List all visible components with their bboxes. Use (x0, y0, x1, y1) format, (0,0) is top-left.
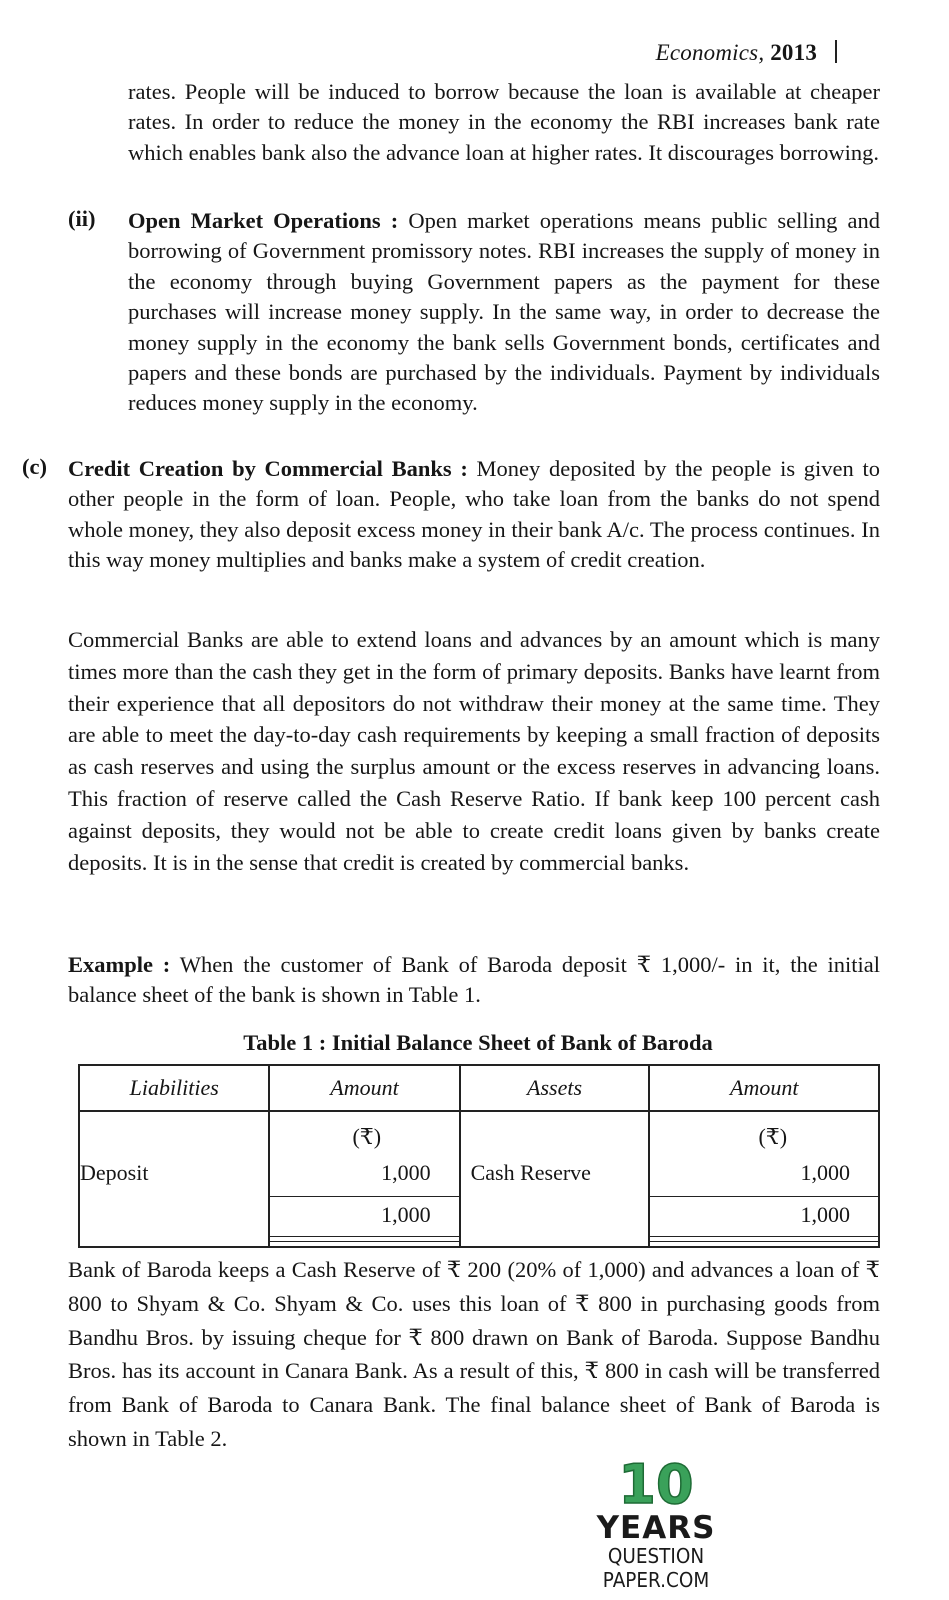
watermark-logo (556, 1453, 756, 1592)
double-underline (650, 1236, 878, 1242)
header-amount-assets: Amount (649, 1065, 879, 1111)
header-amount-liabilities: Amount (269, 1065, 459, 1111)
credit-creation-text: Money deposited by the people is given to other people in the form of loan. People, who take loan from the banks do not spend whole money, they also deposit excess money in their bank A/c. The process continues. In this way money multiplies and banks make a system of credit creation. (68, 456, 881, 573)
header-year: 2013 (770, 40, 818, 65)
liability-total: 1,000 (381, 1202, 431, 1227)
asset-amount: 1,000 (800, 1160, 850, 1185)
example-text: When the customer of Bank of Baroda deposit ₹ 1,000/- in it, the initial balance sheet of the bank is shown in Table 1. (68, 952, 881, 1008)
header-assets: Assets (460, 1065, 650, 1111)
liability-amount: 1,000 (381, 1160, 431, 1185)
item-label-ii: (ii) (68, 206, 96, 231)
double-underline (270, 1236, 458, 1242)
logo-site: QUESTION PAPER.COM (602, 1544, 710, 1592)
header-liabilities: Liabilities (79, 1065, 269, 1111)
open-market-operations-title: Open Market Operations : (128, 208, 399, 233)
balance-sheet-table (78, 1064, 880, 1248)
logo-years: YEARS (596, 1510, 716, 1546)
paragraph-bank-rate-continued: rates. People will be induced to borrow because the loan is available at cheaper rates. In order to reduce the money in the economy the RBI increases bank rate which enables bank also the advance loan at higher rates. It discourages borrowing. (128, 79, 880, 165)
credit-creation-title: Credit Creation by Commercial Banks : (68, 456, 468, 481)
rupee-unit-label: (₹) (758, 1124, 788, 1149)
asset-cash-reserve: Cash Reserve (470, 1160, 591, 1185)
liability-deposit: Deposit (80, 1160, 149, 1185)
asset-total: 1,000 (800, 1202, 850, 1227)
cell-asset-amount (649, 1111, 879, 1247)
logo-number: 10 (618, 1453, 694, 1516)
table-caption: Table 1 : Initial Balance Sheet of Bank of Baroda (243, 1030, 713, 1055)
cell-assets (460, 1111, 650, 1247)
header-subject: Economics, (655, 40, 765, 65)
paragraph-bank-of-baroda: Bank of Baroda keeps a Cash Reserve of ₹ 200 (20% of 1,000) and advances a loan of ₹ 800 to Shyam & Co. Shyam & Co. uses this loan of ₹ 800 in purchasing goods from Bandhu Bros. by issuing cheque for ₹ 800 drawn on Bank of Baroda. Suppose Bandhu Bros. has its account in Canara Bank. As a result of this, ₹ 800 in cash will be transferred from Bank of Baroda to Canara Bank. The final balance sheet of Bank of Baroda is shown in Table 2. (68, 1257, 880, 1451)
paragraph-example (68, 950, 880, 1011)
subtotal-rule (270, 1196, 458, 1197)
table-header-row (79, 1065, 879, 1111)
running-header (656, 40, 837, 66)
table-row (79, 1111, 879, 1247)
cell-liability-amount (269, 1111, 459, 1247)
open-market-operations-text: Open market operations means public selling and borrowing of Government promissory notes. RBI increases the supply of money in the economy through buying Government papers as the payment for these purchases will increase money supply. In the same way, in order to decrease the money supply in the economy the bank sells Government bonds, certificates and papers and these bonds are purchased by the individuals. Payment by individuals reduces money supply in the economy. (128, 208, 880, 416)
header-divider (835, 40, 837, 63)
subtotal-rule (650, 1196, 878, 1197)
rupee-unit-label: (₹) (352, 1124, 382, 1149)
item-label-c: (c) (22, 454, 47, 479)
paragraph-commercial-banks: Commercial Banks are able to extend loans and advances by an amount which is many times more than the cash they get in the form of primary deposits. Banks have learnt from their experience that all depositors do not withdraw their money at the same time. They are able to meet the day-to-day cash requirements by keeping a small fraction of deposits as cash reserves and using the surplus amount or the excess reserves in advancing loans. This fraction of reserve called the Cash Reserve Ratio. If bank keep 100 percent cash against deposits, they would not be able to create credit loans given by banks create deposits. It is in the sense that credit is created by commercial banks. (68, 627, 880, 875)
paragraph-credit-creation (68, 454, 880, 576)
paragraph-open-market-operations (128, 206, 880, 419)
cell-liabilities (79, 1111, 269, 1247)
example-title: Example : (68, 952, 171, 977)
